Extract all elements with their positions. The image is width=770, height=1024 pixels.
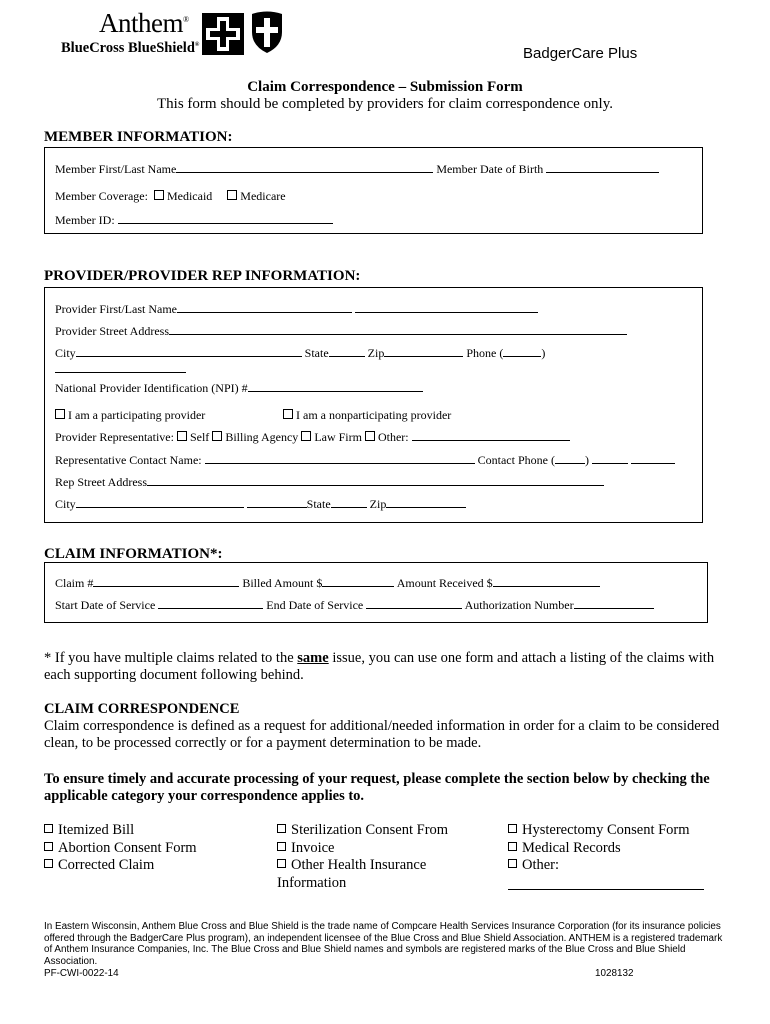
form-title: Claim Correspondence – Submission Form xyxy=(247,79,523,95)
medicare-checkbox[interactable] xyxy=(227,190,237,200)
checkbox[interactable] xyxy=(277,859,286,868)
checkbox[interactable] xyxy=(277,824,286,833)
provider-zip-field[interactable] xyxy=(384,346,463,357)
category-sterilization-consent[interactable]: Sterilization Consent From xyxy=(277,822,499,840)
category-column-1 xyxy=(44,822,264,875)
category-other-field[interactable] xyxy=(508,888,704,890)
checkbox[interactable] xyxy=(508,824,517,833)
member-id-field[interactable] xyxy=(118,213,333,224)
provider-section-heading: PROVIDER/PROVIDER REP INFORMATION: xyxy=(44,268,361,284)
category-hysterectomy-consent[interactable]: Hysterectomy Consent Form xyxy=(508,822,718,840)
rep-self-checkbox[interactable] xyxy=(177,431,187,441)
provider-street-row: Provider Street Address xyxy=(55,324,627,339)
provider-rep-row: Provider Representative: Self Billing Agency Law Firm Other: xyxy=(55,430,570,445)
rep-contact-phone-area-field[interactable] xyxy=(555,453,585,464)
checkbox[interactable] xyxy=(44,842,53,851)
program-name: BadgerCare Plus xyxy=(523,45,638,62)
provider-nonparticipation-row: I am a nonparticipating provider xyxy=(283,408,451,423)
provider-npi-row: National Provider Identification (NPI) # xyxy=(55,381,423,396)
member-coverage-row: Member Coverage: Medicaid Medicare xyxy=(55,189,286,203)
claim-row-2: Start Date of Service End Date of Service Authorization Number xyxy=(55,598,654,613)
checkbox[interactable] xyxy=(44,859,53,868)
form-subtitle: This form should be completed by providers for claim correspondence only. xyxy=(157,96,613,112)
correspondence-instruction: To ensure timely and accurate processing of your request, please complete the section below by checking the applicable category your correspondence applies to. xyxy=(44,771,710,804)
checkbox[interactable] xyxy=(508,859,517,868)
blue-cross-icon xyxy=(201,12,245,56)
category-invoice[interactable]: Invoice xyxy=(277,840,499,858)
rep-street-field[interactable] xyxy=(147,475,604,486)
provider-street-field[interactable] xyxy=(169,324,627,335)
nonparticipating-checkbox[interactable] xyxy=(283,409,293,419)
provider-city-field[interactable] xyxy=(76,346,302,357)
billed-amount-field[interactable] xyxy=(322,576,394,587)
rep-zip-field[interactable] xyxy=(386,497,466,508)
provider-participation-row: I am a participating provider xyxy=(55,408,205,423)
provider-npi-field[interactable] xyxy=(248,381,423,392)
claim-section-heading: CLAIM INFORMATION*: xyxy=(44,546,223,562)
category-column-3 xyxy=(508,822,718,890)
provider-name-row: Provider First/Last Name xyxy=(55,302,538,317)
provider-first-name-field[interactable] xyxy=(177,302,352,313)
rep-contact-phone-prefix-field[interactable] xyxy=(592,453,628,464)
legal-footer: In Eastern Wisconsin, Anthem Blue Cross and Blue Shield is the trade name of Compcare Health Services Insurance Corporation (for its insurance policies offered through the BadgerCare Plus program), an independent licensee of the Blue Cross and Blue Shield Association. ANTHEM is a registered trademark of Anthem Insurance Companies, Inc. The Blue Cross and Blue Shield names and symbols are registered marks of the Blue Cross and Blue Shield Association. xyxy=(44,921,723,967)
checkbox[interactable] xyxy=(44,824,53,833)
correspondence-heading: CLAIM CORRESPONDENCE xyxy=(44,701,240,717)
rep-city-row: City State Zip xyxy=(55,497,466,512)
category-medical-records[interactable]: Medical Records xyxy=(508,840,718,858)
category-itemized-bill[interactable]: Itemized Bill xyxy=(44,822,264,840)
rep-law-firm-checkbox[interactable] xyxy=(301,431,311,441)
category-abortion-consent[interactable]: Abortion Consent Form xyxy=(44,840,264,858)
participating-checkbox[interactable] xyxy=(55,409,65,419)
blue-shield-icon xyxy=(250,10,284,54)
provider-last-name-field[interactable] xyxy=(355,302,538,313)
multiple-claims-note: * If you have multiple claims related to the same issue, you can use one form and attach a listing of the claims with each supporting document following behind. xyxy=(44,650,715,683)
form-id: PF-CWI-0022-14 xyxy=(44,968,119,979)
member-id-row: Member ID: xyxy=(55,213,333,228)
claim-row-1: Claim # Billed Amount $ Amount Received $ xyxy=(55,576,600,591)
claim-number-field[interactable] xyxy=(93,576,239,587)
checkbox[interactable] xyxy=(508,842,517,851)
provider-state-field[interactable] xyxy=(329,346,365,357)
provider-phone-row2 xyxy=(55,362,186,377)
category-other-health-insurance[interactable]: Other Health Insurance Information xyxy=(277,857,427,891)
anthem-logo-wordmark: Anthem® xyxy=(99,8,189,38)
member-name-row: Member First/Last Name Member Date of Birth xyxy=(55,162,659,177)
bluecross-blueshield-wordmark: BlueCross BlueShield® xyxy=(61,40,200,56)
provider-city-row: City State Zip Phone ( ) xyxy=(55,346,546,360)
member-name-field[interactable] xyxy=(176,162,433,173)
rep-other-checkbox[interactable] xyxy=(365,431,375,441)
medicaid-checkbox[interactable] xyxy=(154,190,164,200)
correspondence-definition: Claim correspondence is defined as a request for additional/needed information in order for a claim to be considered clean, to be processed correctly or for a payment determination to be made. xyxy=(44,718,720,751)
provider-phone-number-field[interactable] xyxy=(55,362,186,373)
rep-city-field[interactable] xyxy=(76,497,244,508)
category-column-2 xyxy=(277,822,499,892)
rep-billing-agency-checkbox[interactable] xyxy=(212,431,222,441)
amount-received-field[interactable] xyxy=(493,576,600,587)
rep-other-field[interactable] xyxy=(412,430,570,441)
category-other[interactable]: Other: xyxy=(508,857,718,875)
rep-contact-name-field[interactable] xyxy=(205,453,475,464)
authorization-number-field[interactable] xyxy=(574,598,654,609)
provider-phone-area-field[interactable] xyxy=(503,346,541,357)
rep-street-row: Rep Street Address xyxy=(55,475,604,490)
start-date-field[interactable] xyxy=(158,598,263,609)
rep-state-field[interactable] xyxy=(331,497,367,508)
form-number: 1028132 xyxy=(595,968,634,979)
rep-city-field-2[interactable] xyxy=(247,497,307,508)
rep-contact-phone-line-field[interactable] xyxy=(631,453,675,464)
end-date-field[interactable] xyxy=(366,598,462,609)
member-section-heading: MEMBER INFORMATION: xyxy=(44,129,233,145)
claim-info-box xyxy=(44,562,708,623)
category-corrected-claim[interactable]: Corrected Claim xyxy=(44,857,264,875)
checkbox[interactable] xyxy=(277,842,286,851)
member-dob-field[interactable] xyxy=(546,162,659,173)
rep-contact-row: Representative Contact Name: Contact Phone ( ) xyxy=(55,453,675,468)
